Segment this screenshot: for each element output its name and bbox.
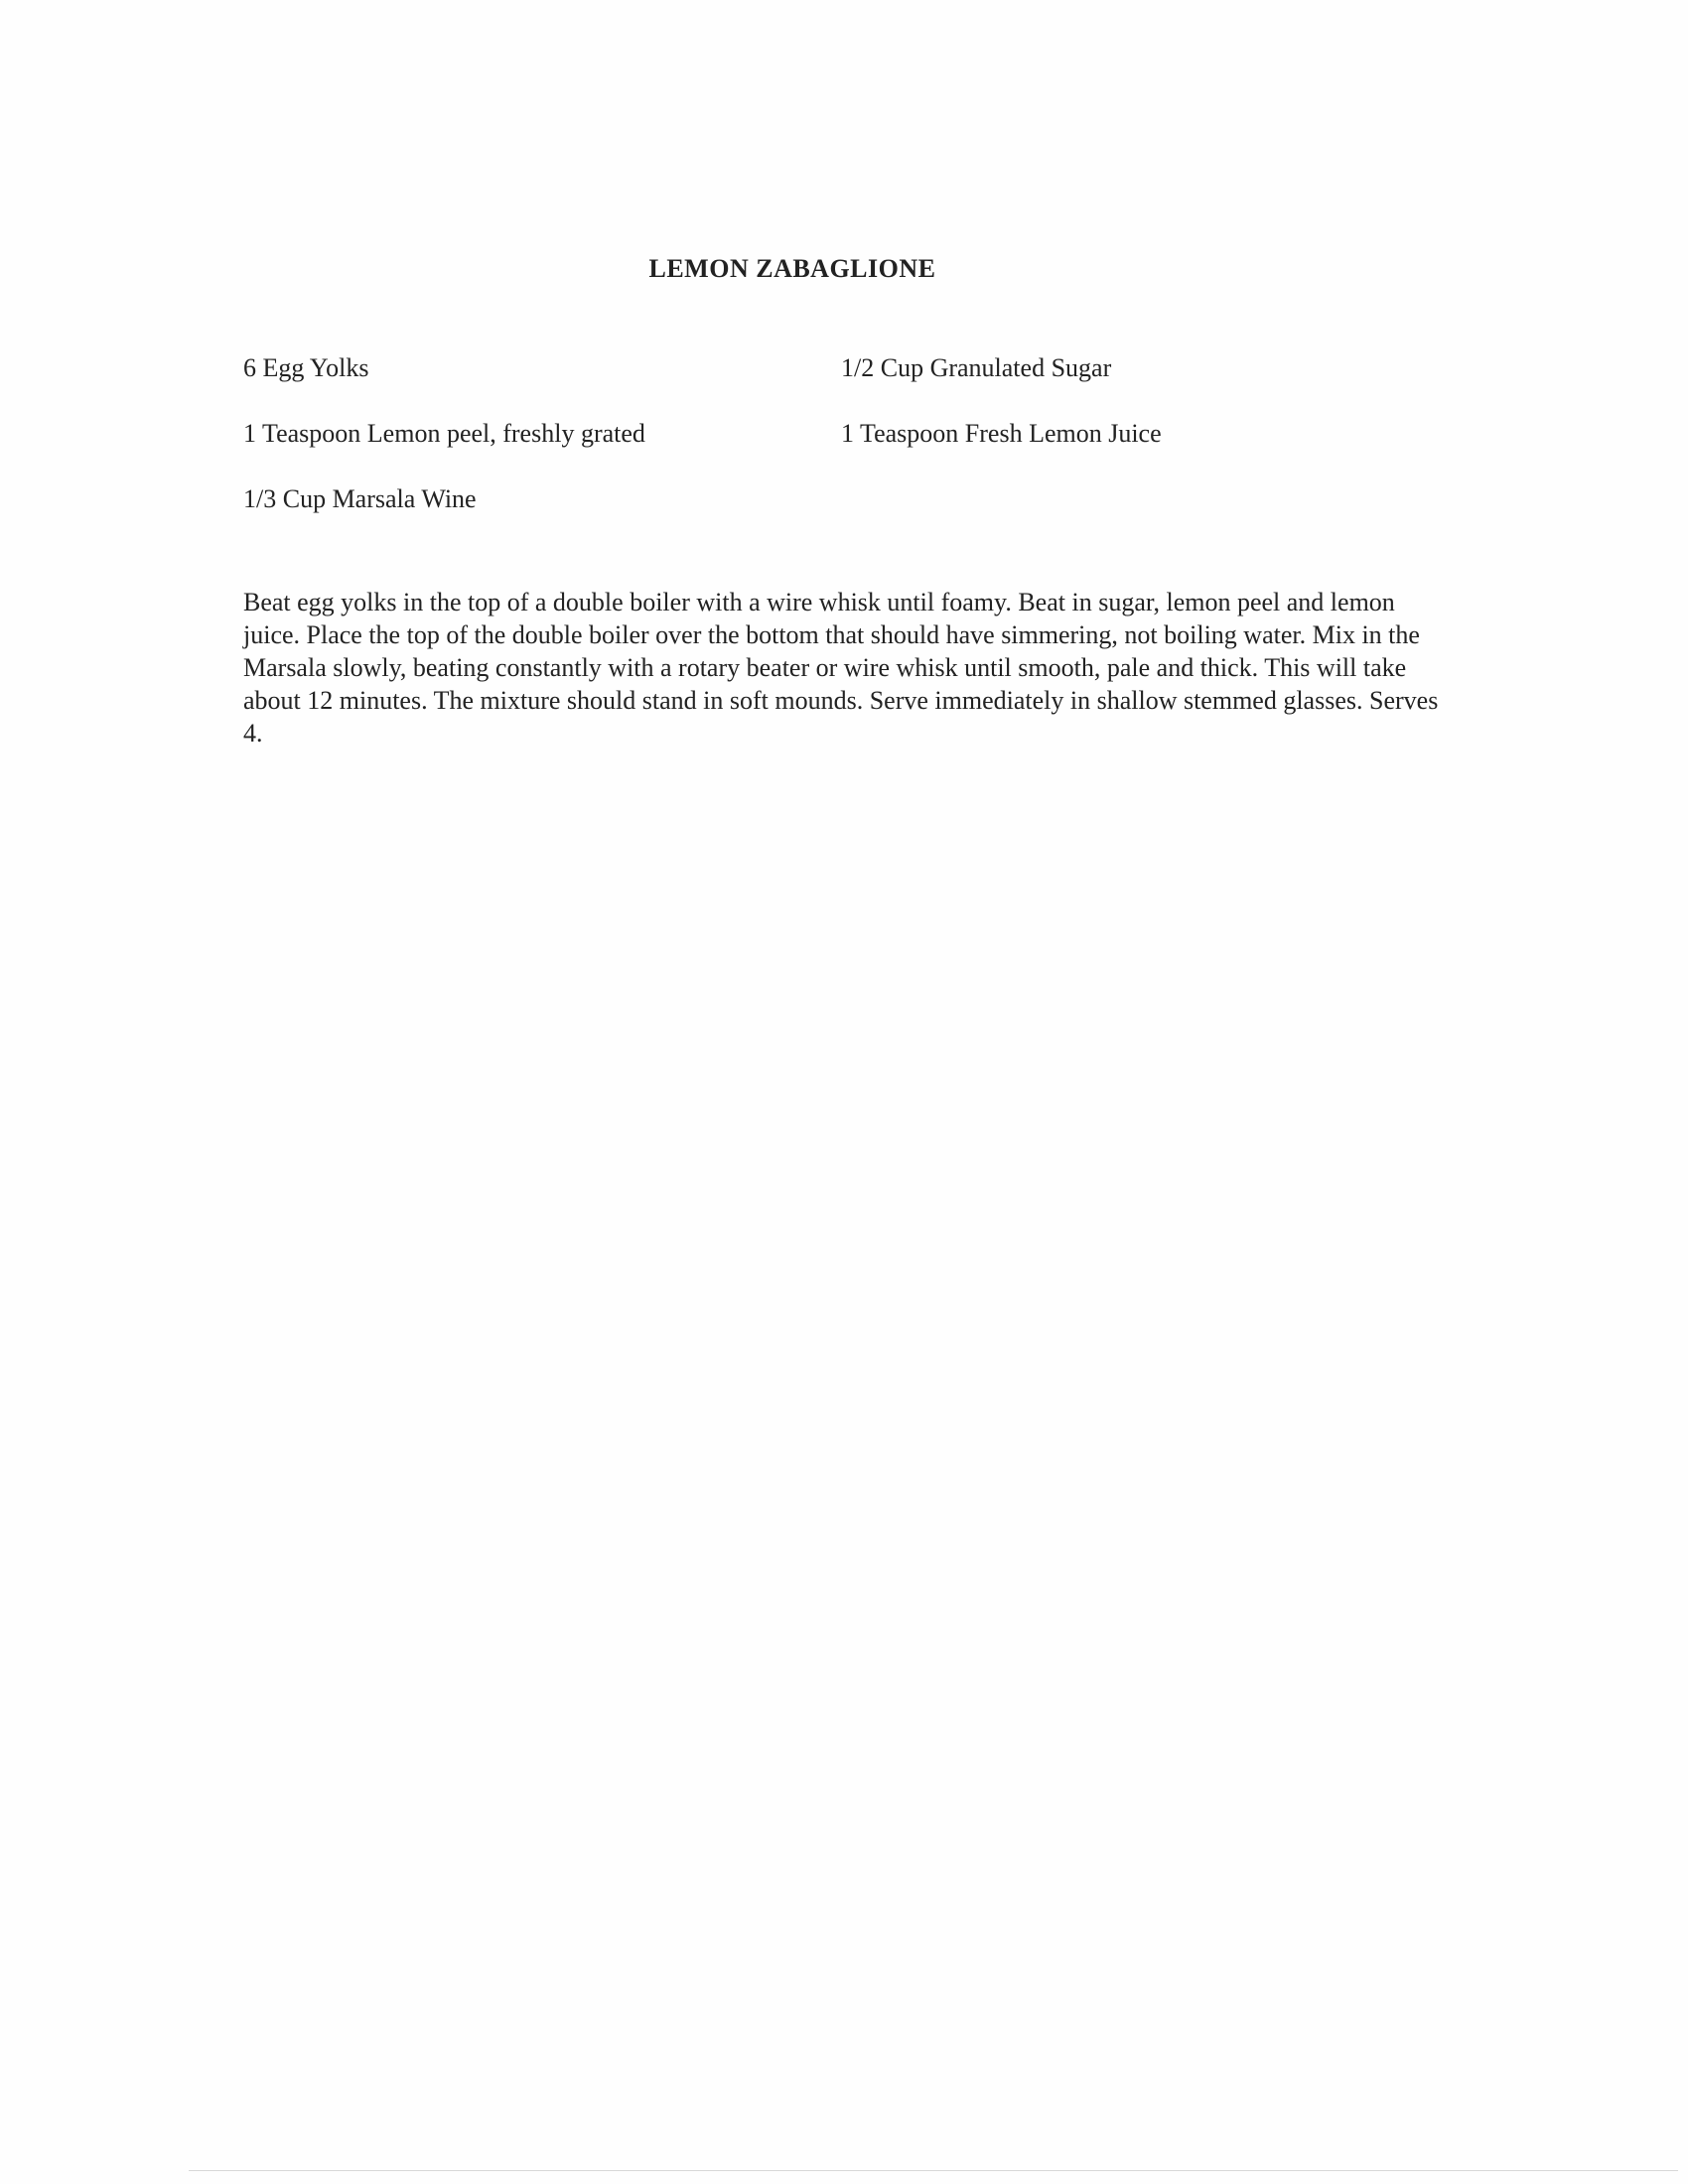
recipe-directions: Beat egg yolks in the top of a double boiler with a wire whisk until foamy. Beat in sugar, lemon peel and lemon juice. Place the top of the double boiler over the bottom that should have simmering, not boiling water. Mix in the Marsala slowly, beating constantly with a rotary beater or wire whisk until smooth, pale and thick. This will take about 12 minutes. The mixture should stand in soft mounds. Serve immediately in shallow stemmed glasses. Serves 4. [243, 588, 1439, 748]
ingredient-item: 6 Egg Yolks [243, 353, 369, 382]
recipe-title: LEMON ZABAGLIONE [648, 254, 936, 283]
ingredient-item: 1 Teaspoon Lemon peel, freshly grated [243, 419, 645, 448]
ingredient-item: 1 Teaspoon Fresh Lemon Juice [841, 419, 1162, 448]
ingredient-item: 1/3 Cup Marsala Wine [243, 484, 477, 513]
ingredient-item: 1/2 Cup Granulated Sugar [841, 353, 1112, 382]
scan-edge-line [189, 2170, 1678, 2171]
